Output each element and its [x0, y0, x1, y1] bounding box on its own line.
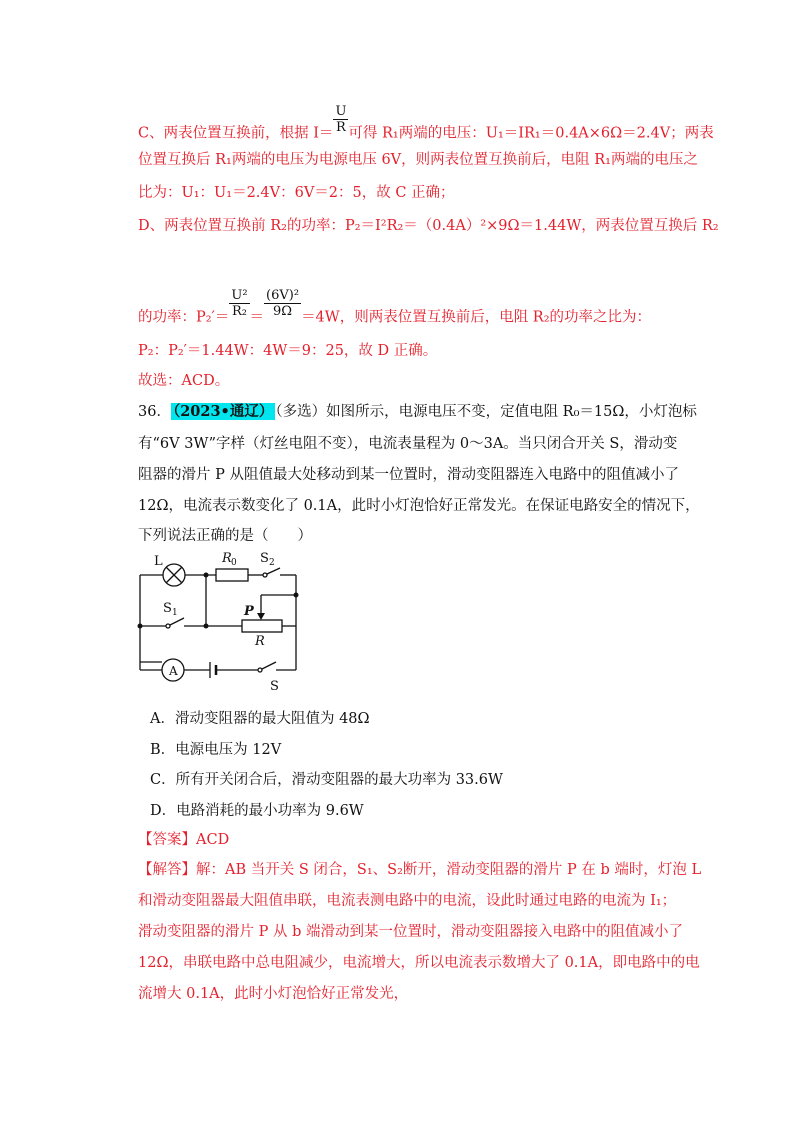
question-number: 36．: [138, 404, 171, 420]
label-r: R: [255, 634, 265, 649]
solution-c-text-pre: C、两表位置互换前，根据 I＝: [138, 125, 334, 142]
analysis-line-5: 流增大 0.1A，此时小灯泡恰好正常发光，: [138, 986, 409, 1002]
option-a: A．滑动变阻器的最大阻值为 48Ω: [150, 711, 370, 727]
label-s2-sub: 2: [269, 558, 275, 568]
analysis-line-2: 和滑动变阻器最大阻值串联，电流表测电路中的电流，设此时通过电路的电流为 I₁；: [138, 893, 677, 909]
answer: 【答案】ACD: [138, 832, 230, 848]
solution-c-line-3: 比为：U₁：U₁＝2.4V：6V＝2：5，故 C 正确；: [138, 185, 455, 201]
rheostat-r: [242, 620, 282, 632]
label-ammeter: A: [169, 664, 178, 678]
label-s: S: [270, 679, 279, 694]
s1-switch-contact: [166, 624, 170, 628]
fraction-u2-over-r2: $\frac{\text{U²}}{\text{R₂}}$: [231, 288, 248, 319]
label-r0: R: [222, 551, 232, 566]
solution-d-text-mid: ＝: [249, 309, 265, 326]
circuit-diagram: [130, 545, 320, 695]
solution-d-line-2: [138, 288, 652, 333]
r0-resistor: [216, 569, 248, 581]
label-s2: S: [260, 551, 269, 566]
option-c: C．所有开关闭合后，滑动变阻器的最大功率为 33.6W: [150, 772, 503, 788]
label-lamp: L: [154, 554, 163, 569]
solution-c-line-2: 位置互换后 R₁两端的电压为电源电压 6V，则两表位置互换前后，电阻 R₁两端的电压之: [138, 152, 698, 168]
analysis-line-4: 12Ω，串联电路中总电阻减少，电流增大，所以电流表示数增大了 0.1A，即电路中的电: [138, 955, 700, 971]
label-s1: S: [163, 601, 172, 616]
solution-d-text-post: ＝4W，则两表位置互换前后，电阻 R₂的功率之比为：: [301, 309, 652, 326]
fraction-u-over-r: $\frac{U}{R}$: [335, 104, 347, 135]
option-d: D．电路消耗的最小功率为 9.6W: [150, 803, 364, 819]
question-text-1: （多选）如图所示，电源电压不变，定值电阻 R₀＝15Ω，小灯泡标: [275, 404, 697, 420]
option-b: B．电源电压为 12V: [150, 742, 282, 758]
analysis-line-3: 滑动变阻器的滑片 P 从 b 端滑动到某一位置时，滑动变阻器接入电路中的阻值减小了: [138, 924, 683, 940]
s-switch-contact: [258, 668, 262, 672]
question-line-1: [138, 402, 697, 422]
solution-d-line-3: P₂：P₂′＝1.44W：4W＝9：25，故 D 正确。: [138, 343, 438, 359]
solution-d-text-pre: 的功率：P₂′＝: [138, 309, 230, 326]
label-r0-sub: 0: [231, 558, 237, 568]
solution-c-text-post: 可得 R₁两端的电压：U₁＝IR₁＝0.4A×6Ω＝2.4V；两表: [348, 125, 714, 142]
question-line-2: 有“6V 3W”字样（灯丝电阻不变），电流表量程为 0～3A。当只闭合开关 S，滑动变: [138, 436, 678, 452]
label-s1-sub: 1: [172, 608, 178, 618]
analysis-line-1: 【解答】解：AB 当开关 S 闭合，S₁、S₂断开，滑动变阻器的滑片 P 在 b 端时，灯泡 L: [138, 862, 702, 878]
fraction-6v2-over-9ohm: $\frac{\text{(6V)²}}{9\Omega}$: [266, 288, 300, 319]
question-line-5: 下列说法正确的是（ ）: [138, 528, 312, 544]
solution-d-line-1: D、两表位置互换前 R₂的功率：P₂＝I²R₂＝（0.4A）²×9Ω＝1.44W，两表位置互换后 R₂: [138, 218, 719, 234]
label-p: P: [244, 604, 254, 619]
solution-c-line-1: [138, 104, 714, 149]
source-tag: （2023•通辽）: [172, 403, 274, 420]
s2-switch-contact: [263, 573, 267, 577]
question-line-4: 12Ω，电流表示数变化了 0.1A，此时小灯泡恰好正常发光。在保证电路安全的情况下，: [138, 498, 700, 514]
choose-answer: 故选：ACD。: [138, 373, 230, 389]
question-line-3: 阻器的滑片 P 从阻值最大处移动到某一位置时，滑动变阻器连入电路中的阻值减小了: [138, 467, 679, 483]
